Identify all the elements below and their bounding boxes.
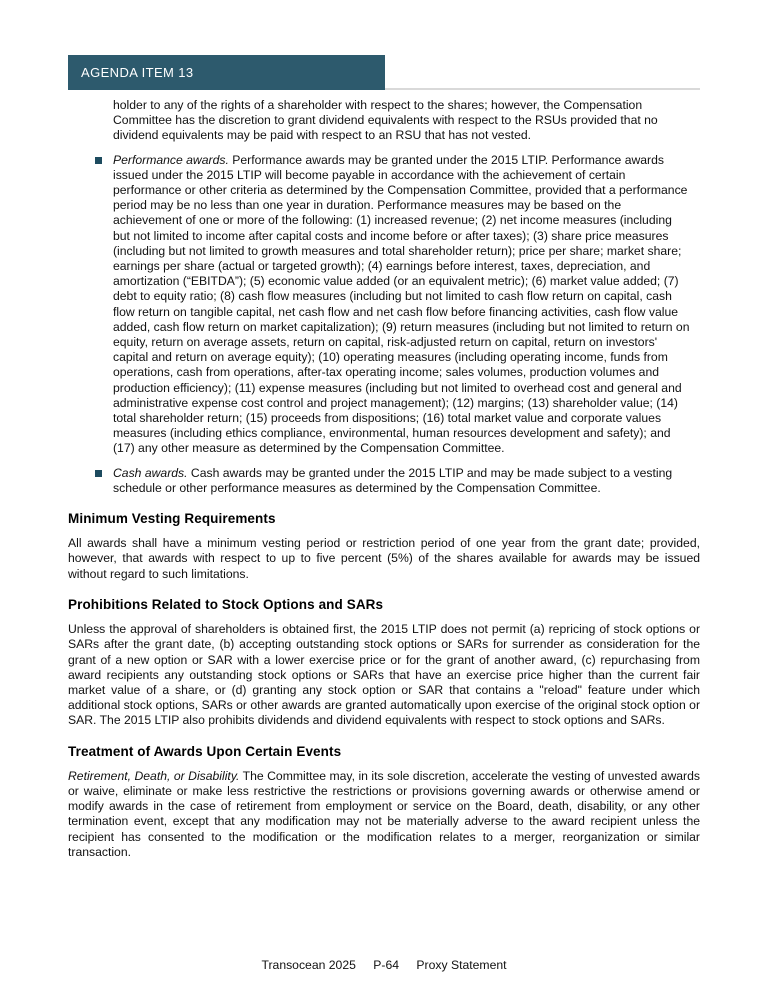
page-content	[68, 55, 700, 860]
section-minimum-vesting	[68, 511, 700, 582]
agenda-banner-label: AGENDA ITEM 13	[81, 65, 194, 80]
bullet-body: Cash awards may be granted under the 2015 LTIP and may be made subject to a vesting schedule or other performance measures as determined by the Compensation Committee.	[113, 465, 673, 495]
footer-doc-title: Proxy Statement	[416, 958, 507, 972]
bullet-text	[113, 466, 691, 496]
section-heading: Treatment of Awards Upon Certain Events	[68, 743, 342, 759]
section-prohibitions	[68, 597, 700, 729]
intro-paragraph: holder to any of the rights of a shareholder with respect to the shares; however, the Compensation Committee has the discretion to grant dividend equivalents with respect to the RSUs provided that no dividend equivalents may be paid with respect to an RSU that has not vested.	[113, 98, 658, 143]
paragraph-body: The Committee may, in its sole discretion, accelerate the vesting of unvested awards or waive, eliminate or make less restrictive the restrictions or provisions governing awards or otherwise amend or modify awards in the case of retirement from employment or service on the Board, death, disability, or any other termination event, except that any modification may not be materially adverse to the award recipient unless the recipient has consented to the modification or the modification relates to a merger, reorganization or similar transaction.	[68, 768, 700, 859]
bullet-lead: Performance awards.	[113, 152, 229, 167]
section-paragraph	[68, 769, 700, 860]
bullet-item-cash-awards	[95, 466, 691, 496]
bullet-text	[113, 153, 691, 457]
page-footer	[0, 958, 768, 972]
section-paragraph: Unless the approval of shareholders is obtained first, the 2015 LTIP does not permit (a) repricing of stock options or SARs after the grant date, (b) accepting outstanding stock options or SARs for surrender as consideration for the grant of a new option or SAR with a lower exercise price or for the grant of another award, (c) repurchasing from award recipients any outstanding stock options or SARs that have an exercise price higher than the current fair market value of a share, or (d) granting any stock option or SAR that contains a "reload" feature under which additional stock options, SARs or other awards are granted automatically upon exercise of the original stock option or SAR. The 2015 LTIP also prohibits dividends and dividend equivalents with respect to stock options and SARs.	[68, 622, 700, 728]
agenda-header	[68, 55, 700, 90]
footer-page-number: P-64	[373, 958, 400, 972]
footer-brand: Transocean 2025	[261, 958, 356, 972]
agenda-banner	[68, 55, 385, 90]
bullet-body: Performance awards may be granted under the 2015 LTIP. Performance awards issued under the 2015 LTIP will become payable in accordance with the achievement of certain performance or other criteria as determined by the Compensation Committee, provided that a performance period may be no less than one year in duration. Performance measures may be based on the achievement of one or more of the following: (1) increased revenue; (2) net income measures (including but not limited to income after capital costs and income before or after taxes); (3) share price measures (including but not limited to growth measures and total shareholder return); price per share; market share; earnings per share (actual or targeted growth); (4) earnings before interest, taxes, depreciation, and amortization (“EBITDA”); (5) economic value added (or an equivalent metric); (6) market value added; (7) debt to equity ratio; (8) cash flow measures (including but not limited to cash flow return on capital, cash flow return on tangible capital, net cash flow and net cash flow before financing activities, cash flow value added, cash flow return on market capitalization); (9) return measures (including but not limited to return on equity, return on average assets, return on capital, risk-adjusted return on capital, return on investors' capital and return on average equity); (10) operating measures (including operating income, funds from operations, cash from operations, after-tax operating income; sales volumes, production volumes and production efficiency); (11) expense measures (including but not limited to overhead cost and general and administrative expense cost control and project management); (12) margins; (13) shareholder value; (14) total shareholder return; (15) proceeds from dispositions; (16) total market value and corporate values measures (including ethics compliance, environmental, human resources development and safety); and (17) any other measure as determined by the Compensation Committee.	[113, 152, 690, 456]
bullet-lead: Cash awards.	[113, 465, 188, 480]
section-heading: Prohibitions Related to Stock Options and SARs	[68, 596, 384, 612]
bullet-item-performance-awards	[95, 153, 691, 457]
square-bullet-icon	[95, 470, 102, 477]
section-paragraph: All awards shall have a minimum vesting period or restriction period of one year from the grant date; provided, however, that awards with respect to up to five percent (5%) of the shares available for awards may be issued without regard to such limitations.	[68, 536, 700, 581]
section-treatment-of-awards	[68, 744, 700, 860]
paragraph-lead: Retirement, Death, or Disability.	[68, 768, 240, 783]
square-bullet-icon	[95, 157, 102, 164]
section-heading: Minimum Vesting Requirements	[68, 511, 276, 527]
